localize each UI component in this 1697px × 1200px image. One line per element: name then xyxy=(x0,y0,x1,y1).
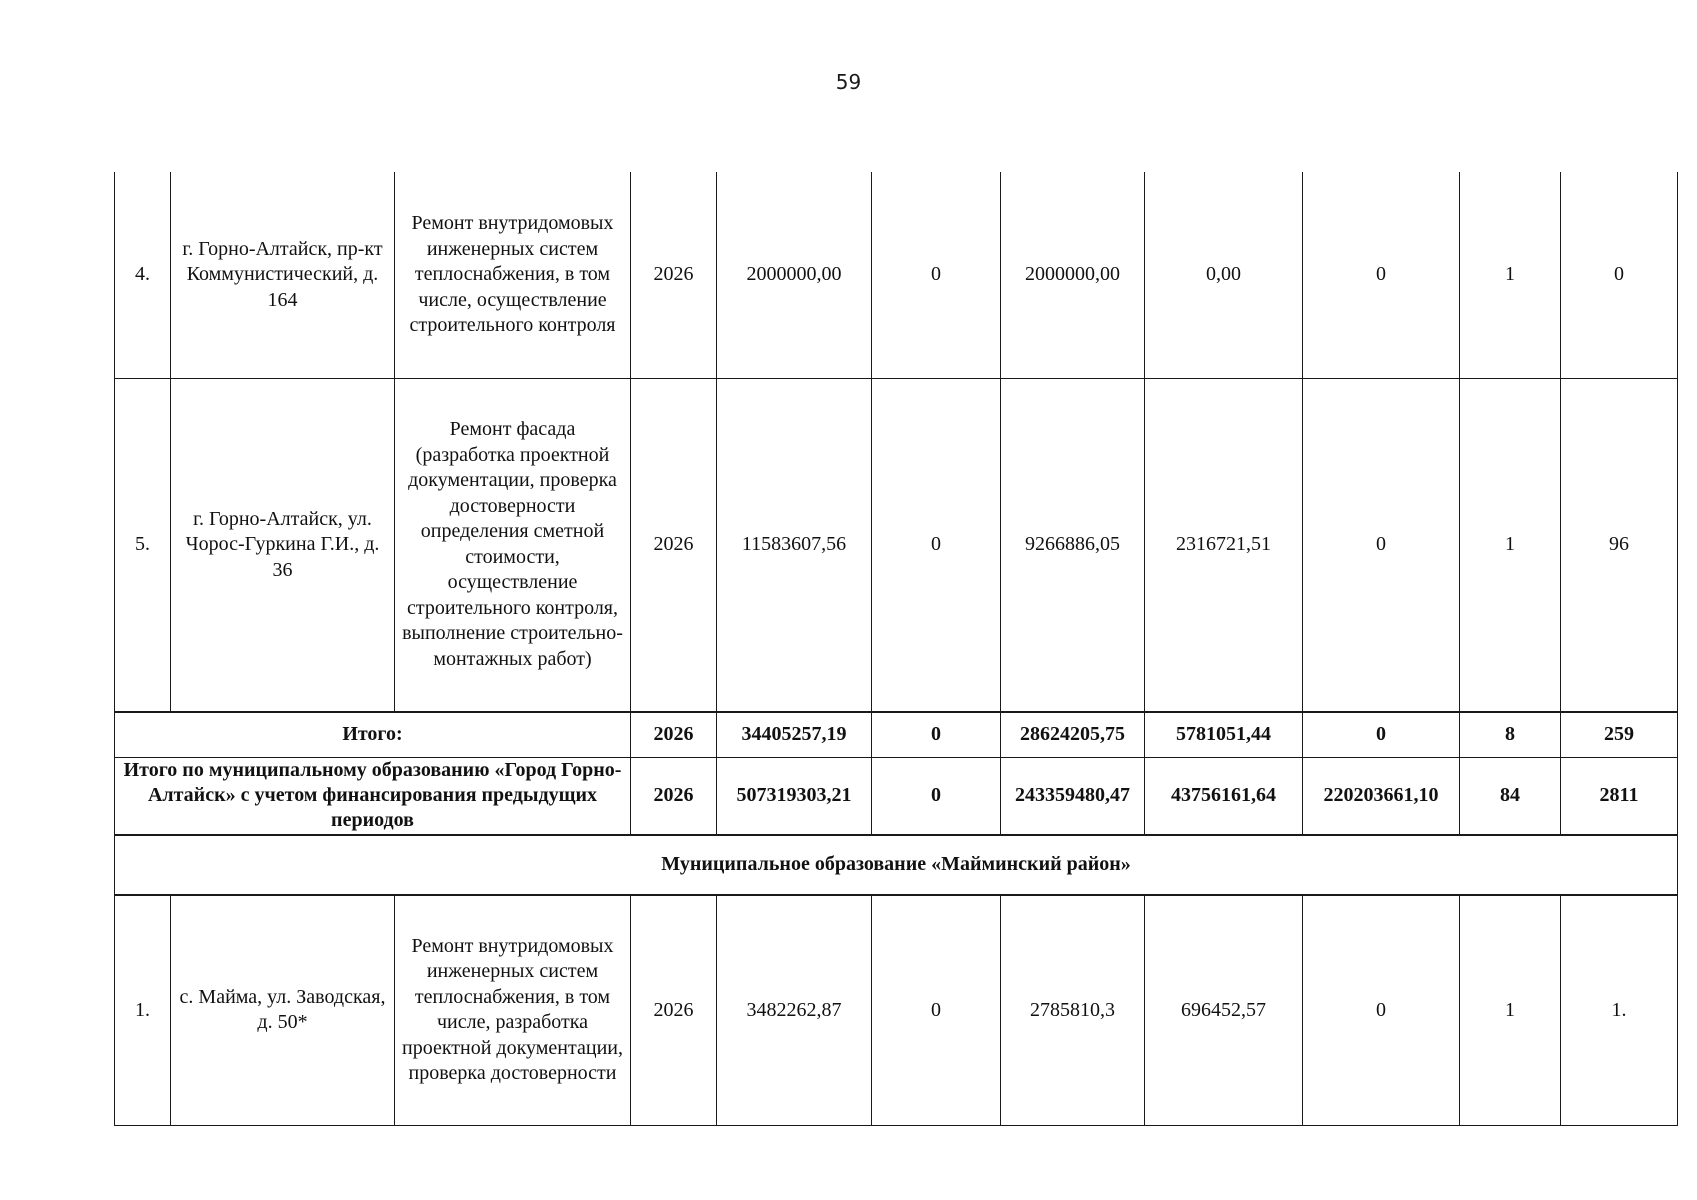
total-cost-cell: 11583607,56 xyxy=(717,378,872,712)
address-cell: г. Горно-Алтайск, пр-кт Коммунистический, д. 164 xyxy=(171,172,395,378)
value-cell: 2000000,00 xyxy=(1001,172,1145,378)
value-cell: 259 xyxy=(1561,712,1678,757)
value-cell: 0 xyxy=(872,895,1001,1125)
value-cell: 220203661,10 xyxy=(1303,757,1460,835)
value-cell: 0,00 xyxy=(1145,172,1303,378)
subtotal-row xyxy=(115,712,1678,757)
address-cell: с. Майма, ул. Заводская, д. 50* xyxy=(171,895,395,1125)
value-cell: 696452,57 xyxy=(1145,895,1303,1125)
year-cell: 2026 xyxy=(631,378,717,712)
work-type-cell: Ремонт внутридомовых инженерных систем теплоснабжения, в том числе, разработка проектной документации, проверка достоверности xyxy=(395,895,631,1125)
section-title: Муниципальное образование «Майминский район» xyxy=(115,835,1678,895)
value-cell: 2316721,51 xyxy=(1145,378,1303,712)
address-cell: г. Горно-Алтайск, ул. Чорос-Гуркина Г.И., д. 36 xyxy=(171,378,395,712)
value-cell: 28624205,75 xyxy=(1001,712,1145,757)
section-header-row xyxy=(115,835,1678,895)
year-cell: 2026 xyxy=(631,757,717,835)
value-cell: 0 xyxy=(1561,172,1678,378)
value-cell: 43756161,64 xyxy=(1145,757,1303,835)
table-row xyxy=(115,172,1678,378)
row-number: 4. xyxy=(115,172,171,378)
value-cell: 1 xyxy=(1460,172,1561,378)
subtotal-label: Итого: xyxy=(115,712,631,757)
row-number: 5. xyxy=(115,378,171,712)
value-cell: 0 xyxy=(1303,378,1460,712)
value-cell: 0 xyxy=(872,378,1001,712)
value-cell: 1. xyxy=(1561,895,1678,1125)
total-cost-cell: 2000000,00 xyxy=(717,172,872,378)
value-cell: 0 xyxy=(1303,895,1460,1125)
work-type-cell: Ремонт фасада (разработка проектной документации, проверка достоверности определения сметной стоимости, осуществление строительного контроля, выполнение строительно-монтажных работ) xyxy=(395,378,631,712)
page-number: 59 xyxy=(835,70,862,94)
program-table xyxy=(114,172,1678,1126)
value-cell: 5781051,44 xyxy=(1145,712,1303,757)
value-cell: 8 xyxy=(1460,712,1561,757)
value-cell: 1 xyxy=(1460,378,1561,712)
total-cost-cell: 3482262,87 xyxy=(717,895,872,1125)
row-number: 1. xyxy=(115,895,171,1125)
work-type-cell: Ремонт внутридомовых инженерных систем теплоснабжения, в том числе, осуществление строительного контроля xyxy=(395,172,631,378)
grand-total-row xyxy=(115,757,1678,835)
value-cell: 243359480,47 xyxy=(1001,757,1145,835)
year-cell: 2026 xyxy=(631,712,717,757)
table-row xyxy=(115,378,1678,712)
value-cell: 84 xyxy=(1460,757,1561,835)
year-cell: 2026 xyxy=(631,895,717,1125)
value-cell: 0 xyxy=(872,757,1001,835)
value-cell: 2811 xyxy=(1561,757,1678,835)
value-cell: 96 xyxy=(1561,378,1678,712)
value-cell: 0 xyxy=(872,712,1001,757)
value-cell: 0 xyxy=(1303,172,1460,378)
total-cost-cell: 507319303,21 xyxy=(717,757,872,835)
value-cell: 2785810,3 xyxy=(1001,895,1145,1125)
value-cell: 9266886,05 xyxy=(1001,378,1145,712)
year-cell: 2026 xyxy=(631,172,717,378)
grand-total-label: Итого по муниципальному образованию «Город Горно-Алтайск» с учетом финансирования предыдущих периодов xyxy=(115,757,631,835)
table-row xyxy=(115,895,1678,1125)
value-cell: 0 xyxy=(1303,712,1460,757)
value-cell: 1 xyxy=(1460,895,1561,1125)
value-cell: 0 xyxy=(872,172,1001,378)
total-cost-cell: 34405257,19 xyxy=(717,712,872,757)
